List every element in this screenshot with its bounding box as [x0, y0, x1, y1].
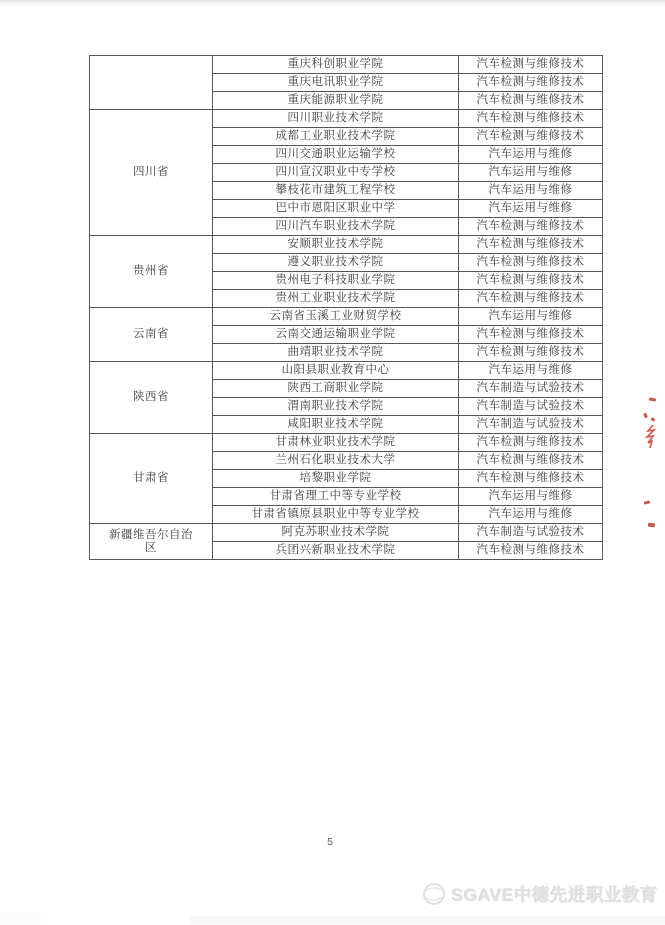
program-cell: 汽车检测与维修技术 [459, 236, 603, 254]
province-cell [90, 56, 213, 110]
school-cell: 遵义职业技术学院 [213, 254, 459, 272]
program-cell: 汽车制造与试验技术 [459, 398, 603, 416]
program-cell: 汽车运用与维修 [459, 200, 603, 218]
red-pen-mark [649, 398, 656, 402]
table-row [90, 362, 603, 380]
program-cell: 汽车检测与维修技术 [459, 74, 603, 92]
school-cell: 四川交通职业运输学校 [213, 146, 459, 164]
table-row [90, 236, 603, 254]
program-cell: 汽车运用与维修 [459, 488, 603, 506]
school-cell: 曲靖职业技术学院 [213, 344, 459, 362]
school-cell: 四川宣汉职业中专学校 [213, 164, 459, 182]
program-cell: 汽车运用与维修 [459, 164, 603, 182]
program-cell: 汽车检测与维修技术 [459, 326, 603, 344]
school-cell: 贵州工业职业技术学院 [213, 290, 459, 308]
school-cell: 四川汽车职业技术学院 [213, 218, 459, 236]
program-cell: 汽车运用与维修 [459, 182, 603, 200]
program-cell: 汽车制造与试验技术 [459, 380, 603, 398]
table-row [90, 56, 603, 74]
table-row [90, 434, 603, 452]
school-cell: 阿克苏职业技术学院 [213, 524, 459, 542]
program-cell: 汽车运用与维修 [459, 146, 603, 164]
footer-watermark-text: SGAVE中德先进职业教育 [451, 884, 658, 905]
program-cell: 汽车检测与维修技术 [459, 290, 603, 308]
school-cell: 贵州电子科技职业学院 [213, 272, 459, 290]
school-cell: 成都工业职业技术学院 [213, 128, 459, 146]
program-cell: 汽车检测与维修技术 [459, 110, 603, 128]
red-pen-scribble [643, 424, 659, 452]
program-cell: 汽车检测与维修技术 [459, 434, 603, 452]
school-cell: 重庆科创职业学院 [213, 56, 459, 74]
red-pen-mark [643, 413, 648, 419]
red-pen-mark [651, 417, 656, 422]
school-cell: 云南交通运输职业学院 [213, 326, 459, 344]
sgave-globe-logo-icon [421, 881, 447, 907]
province-cell: 云南省 [90, 308, 213, 362]
province-cell: 陕西省 [90, 362, 213, 434]
school-program-table [89, 55, 603, 560]
program-cell: 汽车检测与维修技术 [459, 56, 603, 74]
program-cell: 汽车检测与维修技术 [459, 218, 603, 236]
school-cell: 甘肃省镇原县职业中等专业学校 [213, 506, 459, 524]
school-cell: 培黎职业学院 [213, 470, 459, 488]
table-row [90, 110, 603, 128]
program-cell: 汽车检测与维修技术 [459, 92, 603, 110]
province-cell: 新疆维吾尔自治区 [90, 524, 213, 560]
school-cell: 安顺职业技术学院 [213, 236, 459, 254]
program-cell: 汽车运用与维修 [459, 362, 603, 380]
program-cell: 汽车运用与维修 [459, 308, 603, 326]
province-cell: 贵州省 [90, 236, 213, 308]
program-cell: 汽车检测与维修技术 [459, 470, 603, 488]
footer-watermark [421, 881, 658, 907]
school-cell: 云南省玉溪工业财贸学校 [213, 308, 459, 326]
registry-table-body [90, 56, 603, 560]
program-cell: 汽车检测与维修技术 [459, 344, 603, 362]
scan-edge-corner [0, 912, 46, 925]
school-cell: 攀枝花市建筑工程学校 [213, 182, 459, 200]
school-cell: 四川职业技术学院 [213, 110, 459, 128]
school-cell: 甘肃林业职业技术学院 [213, 434, 459, 452]
program-cell: 汽车运用与维修 [459, 506, 603, 524]
school-cell: 重庆电讯职业学院 [213, 74, 459, 92]
program-cell: 汽车检测与维修技术 [459, 452, 603, 470]
school-cell: 渭南职业技术学院 [213, 398, 459, 416]
program-cell: 汽车制造与试验技术 [459, 524, 603, 542]
province-cell: 甘肃省 [90, 434, 213, 524]
school-cell: 巴中市恩阳区职业中学 [213, 200, 459, 218]
table-row [90, 308, 603, 326]
school-cell: 山阳县职业教育中心 [213, 362, 459, 380]
page-number: 5 [327, 836, 333, 848]
school-cell: 重庆能源职业学院 [213, 92, 459, 110]
school-cell: 咸阳职业技术学院 [213, 416, 459, 434]
school-cell: 兵团兴新职业技术学院 [213, 542, 459, 560]
scan-edge-shadow-bottom [190, 916, 665, 925]
school-cell: 陕西工商职业学院 [213, 380, 459, 398]
program-cell: 汽车检测与维修技术 [459, 128, 603, 146]
program-cell: 汽车检测与维修技术 [459, 272, 603, 290]
school-cell: 兰州石化职业技术大学 [213, 452, 459, 470]
red-pen-mark [644, 500, 650, 504]
program-cell: 汽车检测与维修技术 [459, 542, 603, 560]
table-row [90, 524, 603, 542]
program-cell: 汽车制造与试验技术 [459, 416, 603, 434]
program-cell: 汽车检测与维修技术 [459, 254, 603, 272]
red-pen-mark [648, 523, 655, 528]
scan-edge-shadow-top [0, 0, 665, 8]
province-cell: 四川省 [90, 110, 213, 236]
school-cell: 甘肃省理工中等专业学校 [213, 488, 459, 506]
